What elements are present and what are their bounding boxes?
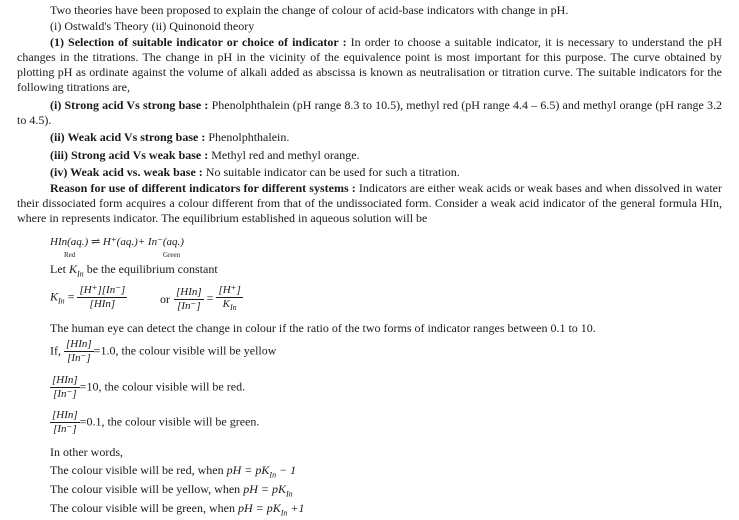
kin-subscript: In <box>229 303 237 313</box>
other-words-text: In other words, <box>50 445 123 459</box>
equation-products: H⁺(aq.)+ In⁻(aq.) <box>102 236 184 248</box>
pkin-subscript: In <box>269 470 277 480</box>
ratio-numerator: [HIn] <box>52 409 78 421</box>
kin-denominator-term <box>216 298 242 314</box>
weak-weak-line <box>50 165 460 180</box>
kin-description: be the equilibrium constant <box>83 262 218 276</box>
equation-reactant: HIn(aq.) <box>50 236 89 248</box>
if-text: If, <box>50 343 64 358</box>
plus-one: +1 <box>287 501 305 515</box>
equals-sign: = <box>203 290 217 305</box>
ph-expression: pH = pK <box>226 463 270 477</box>
ratio-value: =0.1 <box>79 414 102 429</box>
weak-weak-heading: (iv) Weak acid vs. weak base : <box>50 165 203 179</box>
yellow-condition-line <box>50 482 293 501</box>
theories-text: (i) Ostwald's Theory (ii) Quinonoid theory <box>50 19 255 33</box>
let-kin-line <box>50 262 218 281</box>
ratio-fraction <box>50 409 80 436</box>
ratio-green-line <box>50 409 259 436</box>
pkin-subscript: In <box>285 489 293 499</box>
ratio-yellow-line <box>50 338 276 365</box>
alt-expression <box>174 284 243 314</box>
weak-strong-heading: (ii) Weak acid Vs strong base : <box>50 130 206 144</box>
ratio-fraction <box>64 338 94 365</box>
ratio-numerator: [HIn] <box>52 374 78 386</box>
green-condition-text: The colour visible will be green, when <box>50 501 238 515</box>
red-text: , the colour visible will be red. <box>98 379 246 394</box>
hin-numerator: [HIn] <box>176 285 202 298</box>
kin-subscript: In <box>77 269 84 279</box>
in-denominator: [In⁻] <box>177 299 201 312</box>
green-label: Green <box>163 251 181 259</box>
reason-body: Indicators are either weak acids or weak bases and when dissolved in water their dissociated form acquires a colour different from that of the undissociated form. Consider a weak acid indicator of the general formula HIn, where in represents indicator. The equilibrium established in aqueous solution will be <box>17 181 722 225</box>
weak-strong-body: Phenolphthalein. <box>205 130 290 144</box>
intro-text: Two theories have been proposed to explain the change of colour of acid-base indicators with change in pH. <box>50 3 569 17</box>
kin-lhs: K <box>50 289 59 304</box>
ratio-denominator: [In⁻] <box>53 388 77 400</box>
strong-weak-line <box>50 148 360 163</box>
selection-body: In order to choose a suitable indicator, it is necessary to understand the pH changes in the titrations. The change in pH in the vicinity of the equivalence point is most important for this purpose. The curve obtained by plotting pH as ordinate against the volume of alkali added as abscissa is known as neutralisation or titration curve. The suitable indicators for the following titrations are, <box>17 35 723 94</box>
hin-over-in-fraction <box>174 286 204 313</box>
green-condition-line <box>50 501 305 520</box>
h-numerator: [H⁺] <box>218 284 241 296</box>
strong-weak-body: Methyl red and methyl orange. <box>208 148 360 162</box>
ratio-denominator: [In⁻] <box>53 423 77 435</box>
yellow-text: , the colour visible will be yellow <box>115 343 277 358</box>
equilibrium-arrow-icon: ⇌ <box>88 236 103 248</box>
intro-line <box>50 3 568 18</box>
eye-detection-text: The human eye can detect the change in colour if the ratio of the two forms of indicator ranges between 0.1 to 10. <box>50 321 596 335</box>
kin-lhs-subscript: In <box>58 296 65 306</box>
pkin-subscript: In <box>280 508 288 518</box>
weak-weak-body: No suitable indicator can be used for such a titration. <box>202 165 460 179</box>
kin-numerator: [H⁺][In⁻] <box>79 284 126 296</box>
strong-strong-heading: (i) Strong acid Vs strong base : <box>50 98 209 112</box>
kin-symbol: K <box>222 298 230 310</box>
reason-heading: Reason for use of different indicators for different systems : <box>50 181 356 195</box>
red-condition-text: The colour visible will be red, when <box>50 463 227 477</box>
strong-strong-body: Phenolphthalein (pH range 8.3 to 10.5), methyl red (pH range 4.4 – 6.5) and methyl orange (pH range 3.2 to 4.5). <box>17 98 722 127</box>
yellow-condition-text: The colour visible will be yellow, when <box>50 482 244 496</box>
strong-weak-heading: (iii) Strong acid Vs weak base : <box>50 148 209 162</box>
green-text: , the colour visible will be green. <box>101 414 260 429</box>
selection-heading: (1) Selection of suitable indicator or choice of indicator : <box>50 35 347 49</box>
kin-symbol: K <box>69 262 78 276</box>
let-text: Let <box>50 262 69 276</box>
kin-fraction <box>77 284 127 311</box>
ratio-red-line <box>50 374 245 401</box>
red-label: Red <box>64 251 76 259</box>
other-words-line <box>50 445 123 460</box>
ratio-denominator: [In⁻] <box>67 352 91 364</box>
minus-one: − 1 <box>276 463 297 477</box>
kin-denominator: [HIn] <box>89 298 116 310</box>
red-condition-line <box>50 463 296 482</box>
ratio-fraction <box>50 374 80 401</box>
kin-expression <box>50 284 127 311</box>
h-over-kin-fraction <box>216 284 242 314</box>
strong-strong-paragraph <box>17 98 722 128</box>
eye-detection-line <box>50 321 596 336</box>
equals-sign: = <box>64 289 78 304</box>
ph-expression: pH = pK <box>243 482 286 496</box>
ratio-value: =10 <box>79 379 99 394</box>
ratio-value: =1.0 <box>93 343 116 358</box>
theories-line <box>50 19 254 34</box>
ratio-numerator: [HIn] <box>66 338 92 350</box>
reason-paragraph <box>17 181 722 226</box>
selection-paragraph <box>17 35 722 95</box>
ph-expression: pH = pK <box>237 501 281 515</box>
or-word <box>160 292 170 307</box>
weak-strong-line <box>50 130 289 145</box>
or-text: or <box>160 292 170 306</box>
